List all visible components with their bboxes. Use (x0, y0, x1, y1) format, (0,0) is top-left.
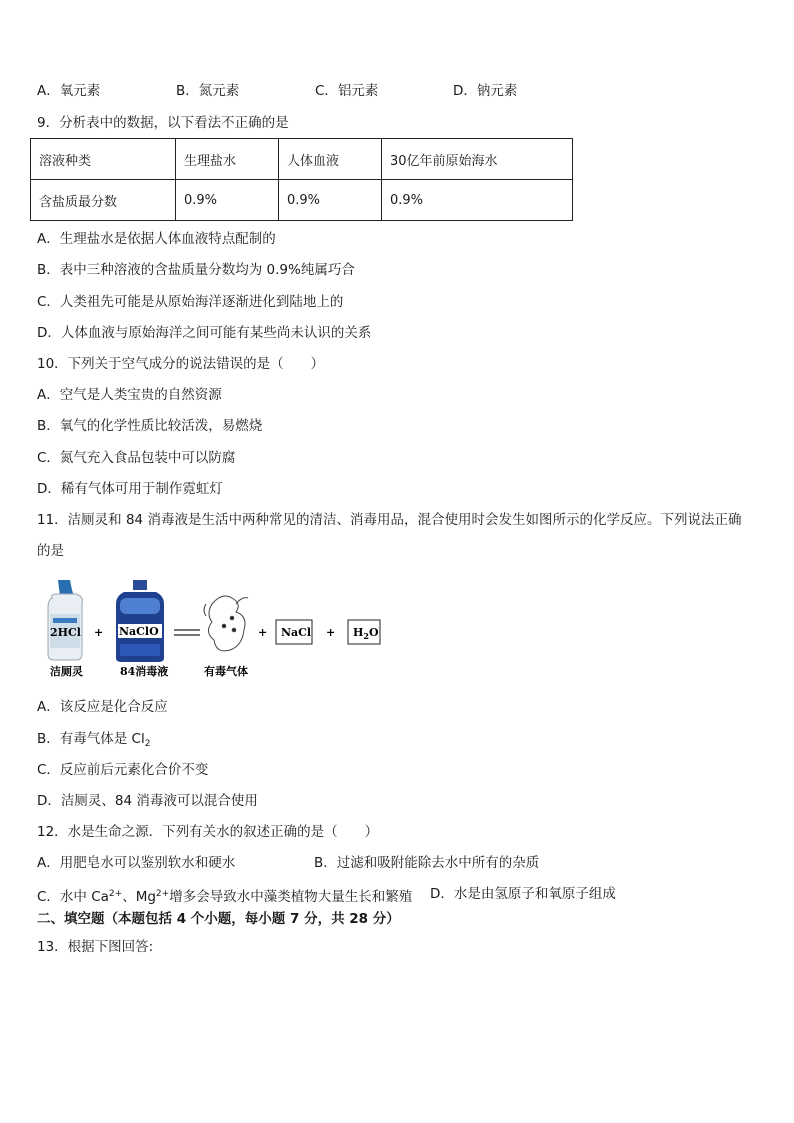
q12-option-a: A．用肥皂水可以鉴别软水和硬水 (37, 855, 236, 871)
reaction-diagram (36, 574, 386, 684)
section2-heading: 二、填空题（本题包括 4 个小题，每小题 7 分，共 28 分） (37, 911, 400, 927)
product1-label: 有毒气体 (204, 665, 248, 678)
q9-option-a: A．生理盐水是依据人体血液特点配制的 (37, 231, 276, 247)
q9-stem: 9．分析表中的数据，以下看法不正确的是 (37, 115, 289, 131)
q10-stem: 10．下列关于空气成分的说法错误的是（ ） (37, 356, 325, 372)
q10-option-a: A．空气是人类宝贵的自然资源 (37, 387, 222, 403)
q8-option-d: D．钠元素 (453, 83, 518, 99)
q12-stem: 12．水是生命之源．下列有关水的叙述正确的是（ ） (37, 824, 379, 840)
q9-option-d: D．人体血液与原始海洋之间可能有某些尚未认识的关系 (37, 325, 372, 341)
reaction-figure (36, 574, 386, 684)
reactant1-formula: 2HCl (50, 626, 81, 639)
q12-option-b: B．过滤和吸附能除去水中所有的杂质 (314, 855, 540, 871)
q9-data-table (30, 138, 573, 221)
plus-sign-3: + (326, 626, 336, 639)
q9-option-c: C．人类祖先可能是从原始海洋逐渐进化到陆地上的 (37, 294, 344, 310)
table-cell: 人体血液 (279, 139, 382, 180)
reactant2-label: 84消毒液 (120, 665, 169, 678)
q10-option-c: C．氮气充入食品包装中可以防腐 (37, 450, 236, 466)
table-cell: 0.9% (279, 180, 382, 221)
table-row (31, 180, 573, 221)
q12-option-d: D．水是由氢原子和氧原子组成 (430, 886, 616, 902)
q8-option-a: A．氧元素 (37, 83, 101, 99)
table-cell: 30亿年前原始海水 (382, 139, 573, 180)
product2-formula: NaCl (281, 626, 312, 639)
reactant1-label: 洁厕灵 (50, 665, 83, 678)
q11-option-d: D．洁厕灵、84 消毒液可以混合使用 (37, 793, 258, 809)
q8-option-b: B．氮元素 (176, 83, 240, 99)
disinfectant-bottle-icon (116, 580, 164, 662)
q9-option-b: B．表中三种溶液的含盐质量分数均为 0.9%纯属巧合 (37, 262, 355, 278)
q10-option-b: B．氧气的化学性质比较活泼，易燃烧 (37, 418, 263, 434)
product3-formula: $H_2O$ (353, 626, 379, 641)
q13-stem: 13．根据下图回答: (37, 939, 154, 955)
table-cell: 0.9% (382, 180, 573, 221)
q11-option-b: B．有毒气体是 $Cl_2$ (37, 731, 151, 749)
q11-option-c: C．反应前后元素化合价不变 (37, 762, 209, 778)
table-cell: 0.9% (176, 180, 279, 221)
q8-option-c: C．铝元素 (315, 83, 379, 99)
q12-option-c: C．水中 $Ca^{2+}$、$Mg^{2+}$增多会导致水中藻类植物大量生长和繁殖 (37, 889, 413, 905)
q11-stem-line2: 的是 (37, 543, 64, 559)
plus-sign-1: + (94, 626, 104, 639)
plus-sign-2: + (258, 626, 268, 639)
q11-stem-line1: 11．洁厕灵和 84 消毒液是生活中两种常见的清洁、消毒用品，混合使用时会发生如图所示的化学反应。下列说法正确 (37, 512, 742, 528)
toxic-gas-cloud-icon (204, 596, 248, 651)
table-cell: 溶液种类 (31, 139, 176, 180)
q11-option-a: A．该反应是化合反应 (37, 699, 168, 715)
toilet-cleaner-bottle-icon (48, 580, 82, 660)
table-cell: 生理盐水 (176, 139, 279, 180)
table-cell: 含盐质最分数 (31, 180, 176, 221)
table-row (31, 139, 573, 180)
q10-option-d: D．稀有气体可用于制作霓虹灯 (37, 481, 223, 497)
reactant2-formula: NaClO (119, 625, 159, 638)
